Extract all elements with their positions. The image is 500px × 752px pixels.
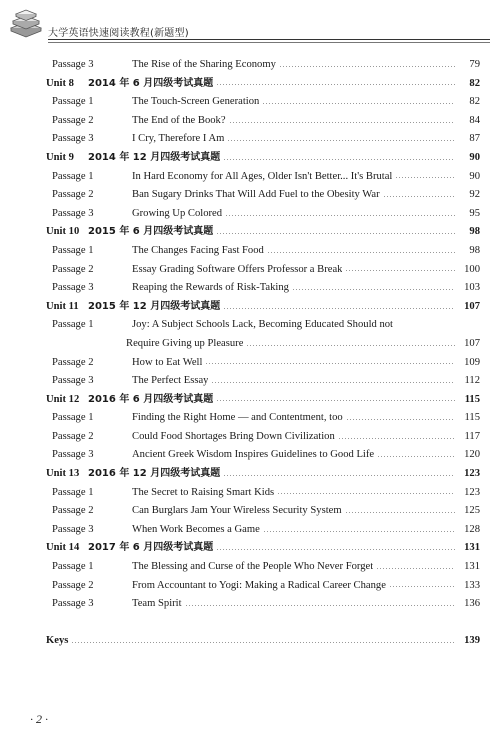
toc-entry-title: Team Spirit	[132, 598, 182, 610]
toc-page-number: 115	[464, 393, 480, 405]
toc-unit-row[interactable]	[46, 298, 480, 317]
toc-entry-label: Passage 2	[52, 263, 94, 275]
toc-entry-label: Unit 9	[46, 151, 74, 163]
toc-passage-row[interactable]	[46, 577, 480, 596]
toc-entry-title: 2014 年 12 月四级考试真题	[88, 151, 221, 163]
toc-page-number: 117	[464, 430, 480, 442]
toc-unit-row[interactable]	[46, 465, 480, 484]
dot-leader	[185, 605, 455, 606]
toc-passage-row[interactable]	[46, 354, 480, 373]
toc-entry-title: How to Eat Well	[132, 356, 203, 368]
toc-entry-label: Passage 2	[52, 189, 94, 201]
toc-passage-row[interactable]	[46, 595, 480, 614]
toc-entry-title: Finding the Right Home — and Contentment, too	[132, 412, 343, 424]
toc-passage-row[interactable]	[46, 558, 480, 577]
toc-page-number: 84	[469, 114, 480, 126]
toc-entry-label: Passage 1	[52, 486, 94, 498]
toc-page-number: 109	[464, 356, 480, 368]
toc-entry-title: Could Food Shortages Bring Down Civilization	[132, 430, 335, 442]
toc-entry-title: 2016 年 12 月四级考试真题	[88, 468, 221, 480]
toc-page-number: 131	[464, 561, 480, 573]
toc-page-number: 82	[469, 77, 480, 89]
toc-entry-title: From Accountant to Yogi: Making a Radical Career Change	[132, 579, 386, 591]
toc-passage-row[interactable]	[46, 168, 480, 187]
toc-entry-label: Passage 3	[52, 282, 94, 294]
toc-page-number: 79	[469, 59, 480, 70]
dot-leader	[345, 270, 455, 271]
dot-leader	[345, 512, 455, 513]
toc-entry-label: Unit 12	[46, 393, 80, 405]
toc-entry-title: Essay Grading Software Offers Professor a Break	[132, 263, 343, 275]
toc-passage-row[interactable]	[46, 242, 480, 261]
toc-entry-title: 2017 年 6 月四级考试真题	[88, 542, 214, 554]
dot-leader	[262, 103, 455, 104]
toc-entry-title: Require Giving up Pleasure	[126, 337, 244, 349]
toc-entry-label: Unit 11	[46, 300, 79, 312]
toc-entry-title: Reaping the Rewards of Risk-Taking	[132, 282, 289, 294]
toc-passage-row[interactable]	[46, 56, 480, 75]
dot-leader	[377, 456, 455, 457]
toc-unit-row[interactable]	[46, 391, 480, 410]
toc-entry-label: Passage 1	[52, 561, 94, 573]
toc-entry-label: Passage 2	[52, 579, 94, 591]
dot-leader	[246, 345, 455, 346]
dot-leader	[267, 252, 455, 253]
toc-entry-title: The End of the Book?	[132, 114, 226, 126]
dot-leader	[216, 400, 455, 401]
dot-leader	[292, 289, 455, 290]
dot-leader	[216, 84, 455, 85]
toc-page-number: 131	[464, 542, 480, 554]
toc-unit-row[interactable]	[46, 223, 480, 242]
dot-leader	[229, 122, 455, 123]
toc-entry-title: 2015 年 12 月四级考试真题	[88, 300, 221, 312]
toc-page-number: 123	[464, 468, 480, 480]
toc-entry-label: Passage 3	[52, 449, 94, 461]
dot-leader	[376, 568, 455, 569]
toc-entry-title: When Work Becomes a Game	[132, 523, 260, 535]
toc-passage-row[interactable]	[46, 409, 480, 428]
toc-entry-title: Growing Up Colored	[132, 207, 223, 219]
toc-entry-label: Passage 2	[52, 114, 94, 126]
page-header	[0, 0, 500, 46]
toc-page-number: 90	[469, 151, 480, 163]
toc-page-number: 128	[464, 523, 480, 535]
toc-page-number: 125	[464, 505, 480, 517]
toc-page-number: 123	[464, 486, 480, 498]
dot-leader	[216, 233, 455, 234]
toc-entry-label: Passage 3	[52, 59, 94, 70]
toc-entry-label: Passage 2	[52, 356, 94, 368]
toc-page-number: 90	[469, 170, 480, 182]
toc-page-number: 103	[464, 282, 480, 294]
toc-passage-row[interactable]	[46, 279, 480, 298]
toc-entry-title: I Cry, Therefore I Am	[132, 133, 225, 145]
toc-entry-title: 2015 年 6 月四级考试真题	[88, 226, 214, 238]
toc-entry-title: The Rise of the Sharing Economy	[132, 59, 276, 70]
toc-entry-title: 2014 年 6 月四级考试真题	[88, 77, 214, 89]
toc-passage-row[interactable]	[46, 428, 480, 447]
toc-page-number: 100	[464, 263, 480, 275]
dot-leader	[383, 196, 455, 197]
toc-entry-label: Passage 2	[52, 430, 94, 442]
toc-entry-label: Passage 1	[52, 412, 94, 424]
toc-entry-title: The Perfect Essay	[132, 375, 209, 387]
toc-passage-row[interactable]	[46, 186, 480, 205]
dot-leader	[211, 382, 455, 383]
toc-passage-row[interactable]	[46, 335, 480, 354]
toc-keys-row[interactable]	[46, 632, 480, 651]
page-number: · 2 ·	[30, 712, 48, 726]
toc-entry-title: The Touch-Screen Generation	[132, 96, 260, 108]
toc-entry-label: Keys	[46, 634, 69, 646]
toc-unit-row[interactable]	[46, 149, 480, 168]
toc-page-number: 107	[464, 337, 480, 349]
toc-passage-row[interactable]	[46, 261, 480, 280]
toc-entry-label: Unit 14	[46, 542, 80, 554]
toc-passage-row[interactable]	[46, 502, 480, 521]
toc-unit-row[interactable]	[46, 539, 480, 558]
dot-leader	[71, 642, 455, 643]
toc-entry-label: Unit 13	[46, 468, 80, 480]
toc-page-number: 120	[464, 449, 480, 461]
toc-entry-title: Can Burglars Jam Your Wireless Security System	[132, 505, 342, 517]
toc-page-number: 133	[464, 579, 480, 591]
dot-leader	[277, 493, 455, 494]
dot-leader	[346, 419, 455, 420]
dot-leader	[395, 177, 455, 178]
toc-passage-row[interactable]	[46, 130, 480, 149]
dot-leader	[216, 549, 455, 550]
toc-entry-title: Ancient Greek Wisdom Inspires Guidelines to Good Life	[132, 449, 375, 461]
toc-page-number: 115	[464, 412, 480, 424]
dot-leader	[338, 438, 455, 439]
toc-page-number: 112	[464, 375, 480, 387]
toc-entry-label: Unit 10	[46, 226, 80, 238]
toc-page-number: 82	[469, 96, 480, 108]
toc-entry-label: Passage 1	[52, 170, 94, 182]
toc-page-number: 87	[469, 133, 480, 145]
toc-page-number: 136	[464, 598, 480, 610]
toc-entry-label: Passage 3	[52, 207, 94, 219]
toc-entry-label: Passage 2	[52, 505, 94, 517]
book-stack-icon	[8, 6, 44, 40]
toc-entry-title: The Changes Facing Fast Food	[132, 244, 264, 256]
toc-passage-row[interactable]	[46, 205, 480, 224]
toc-passage-row[interactable]	[46, 521, 480, 540]
header-rule-thin	[48, 42, 490, 43]
dot-leader	[263, 531, 455, 532]
toc-entry-label: Passage 1	[52, 319, 94, 331]
dot-leader	[223, 159, 455, 160]
toc-entry-label: Passage 1	[52, 96, 94, 108]
toc-entry-label: Passage 3	[52, 133, 94, 145]
toc-passage-row[interactable]	[46, 372, 480, 391]
dot-leader	[223, 475, 455, 476]
header-rule	[48, 39, 490, 40]
toc-entry-label: Unit 8	[46, 77, 74, 89]
dot-leader	[205, 363, 455, 364]
toc-entry-label: Passage 3	[52, 375, 94, 387]
dot-leader	[227, 140, 455, 141]
toc-page-number: 92	[469, 189, 480, 201]
toc-passage-row[interactable]	[46, 93, 480, 112]
toc-passage-row[interactable]	[46, 112, 480, 131]
toc-entry-title: Joy: A Subject Schools Lack, Becoming Educated Should not	[132, 319, 393, 331]
dot-leader	[223, 308, 455, 309]
toc-page-number: 139	[464, 634, 480, 646]
toc-entry-title: 2016 年 6 月四级考试真题	[88, 393, 214, 405]
toc-page-number: 98	[469, 244, 480, 256]
toc-page-number: 98	[469, 226, 480, 238]
dot-leader	[389, 586, 455, 587]
toc-page-number: 95	[469, 207, 480, 219]
dot-leader	[279, 66, 455, 67]
toc-entry-title: The Secret to Raising Smart Kids	[132, 486, 275, 498]
book-title: 大学英语快速阅读教程(新题型)	[48, 28, 189, 39]
toc-passage-row[interactable]	[46, 446, 480, 465]
toc-passage-row[interactable]	[46, 316, 480, 335]
toc-unit-row[interactable]	[46, 75, 480, 94]
toc-spacer	[46, 614, 480, 632]
toc-page-number: 107	[464, 300, 480, 312]
toc-entry-title: The Blessing and Curse of the People Who Never Forget	[132, 561, 374, 573]
table-of-contents	[46, 56, 480, 650]
toc-entry-label: Passage 3	[52, 598, 94, 610]
toc-entry-label: Passage 1	[52, 244, 94, 256]
toc-entry-title: In Hard Economy for All Ages, Older Isn't Better... It's Brutal	[132, 170, 393, 182]
toc-entry-title: Ban Sugary Drinks That Will Add Fuel to the Obesity War	[132, 189, 380, 201]
toc-passage-row[interactable]	[46, 484, 480, 503]
toc-entry-label: Passage 3	[52, 523, 94, 535]
dot-leader	[225, 215, 455, 216]
